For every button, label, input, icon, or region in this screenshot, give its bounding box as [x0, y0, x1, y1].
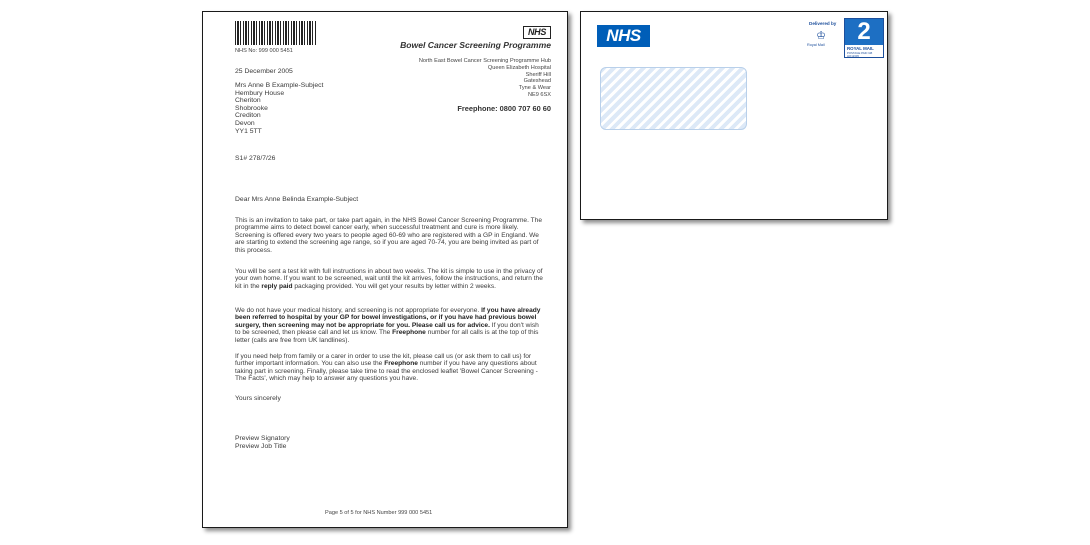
hub-line: Gateshead: [523, 78, 551, 85]
royal-mail-small-label: Royal Mail: [807, 43, 825, 47]
barcode: [235, 21, 317, 45]
page-footer: Page 5 of 5 for NHS Number 999 000 5451: [325, 510, 433, 516]
postage-mark: [844, 18, 884, 58]
hub-line: NE9 6SX: [527, 91, 551, 98]
postage-class: 2: [845, 19, 883, 45]
address-line: Shobrooke: [235, 104, 268, 112]
recipient-address: [235, 82, 323, 135]
delivered-by-label: Delivered by: [809, 21, 837, 26]
reference-number: S1# 278/7/26: [235, 155, 276, 162]
hub-line: North East Bowel Cancer Screening Programme Hub: [418, 58, 551, 64]
paragraph-test-kit: You will be sent a test kit with full instructions in about two weeks. The kit is simple to use in the privacy of your own home. If you want to be screened, wait until the kit arrives, follow the instructions, and return the kit in the reply paid packaging provided. You will get your results by letter within 2 weeks.: [235, 268, 543, 290]
envelope: [580, 11, 888, 220]
paragraph-help: If you need help from family or a carer in order to use the kit, please call us (or ask them to call us) for further important information. You can also use the Freephone number if you have any questions about taking part in screening. Finally, please take time to read the enclosed leaflet 'Bowel Cancer Screening - The Facts', which may help to answer any questions you have.: [235, 353, 538, 383]
address-line: Hembury House: [235, 89, 285, 97]
royal-mail-label: ROYAL MAIL: [847, 46, 874, 51]
address-line: Mrs Anne B Example-Subject: [235, 82, 324, 89]
hub-line: Queen Elizabeth Hospital: [487, 64, 551, 71]
letter-page: [202, 11, 568, 528]
address-line: Devon: [235, 119, 255, 127]
hub-address: [419, 58, 551, 99]
letter-date: 25 December 2005: [235, 68, 293, 75]
postage-paid-note: POSTAGE PAID GB HQ12345: [847, 51, 873, 58]
freephone-number: Freephone: 0800 707 60 60: [457, 104, 551, 113]
hub-line: Sheriff Hill: [525, 71, 551, 78]
closing: Yours sincerely: [235, 395, 281, 402]
nhs-logo: NHS: [523, 26, 551, 39]
address-line: YY1 5TT: [235, 127, 262, 135]
hub-line: Tyne & Wear: [518, 85, 551, 92]
signatory-job-title: Preview Job Title: [235, 443, 287, 450]
signatory-name: Preview Signatory: [235, 435, 290, 442]
address-line: Cheriton: [235, 97, 261, 105]
programme-title: Bowel Cancer Screening Programme: [400, 40, 551, 50]
crown-icon: ♔: [816, 30, 826, 42]
salutation: Dear Mrs Anne Belinda Example-Subject: [235, 196, 359, 203]
address-line: Crediton: [235, 112, 261, 120]
paragraph-invitation: This is an invitation to take part, or take part again, in the NHS Bowel Cancer Screening Programme. The programme aims to detect bowel cancer early, when successful treatment and cure is more likely. Screening is offered every two years to people aged 60-69 who are registered with a GP in England. We are starting to extend the screening age range, so if you are aged 70-74, you are being invited as part of this process.: [235, 217, 543, 254]
nhs-logo: NHS: [597, 25, 650, 47]
address-window: [600, 67, 747, 130]
nhs-number: NHS No: 999 000 5451: [235, 48, 293, 54]
paragraph-medical-history: We do not have your medical history, and screening is not appropriate for everyone. If you have already been referred to hospital by your GP for bowel investigations, or if you have had previous bowel surgery, then screening may not be appropriate for you. Please call us for advice. If you don't wish to be screened, then please call and let us know. The Freephone number for all calls is at the top of this letter (calls are free from UK landlines).: [235, 307, 541, 344]
